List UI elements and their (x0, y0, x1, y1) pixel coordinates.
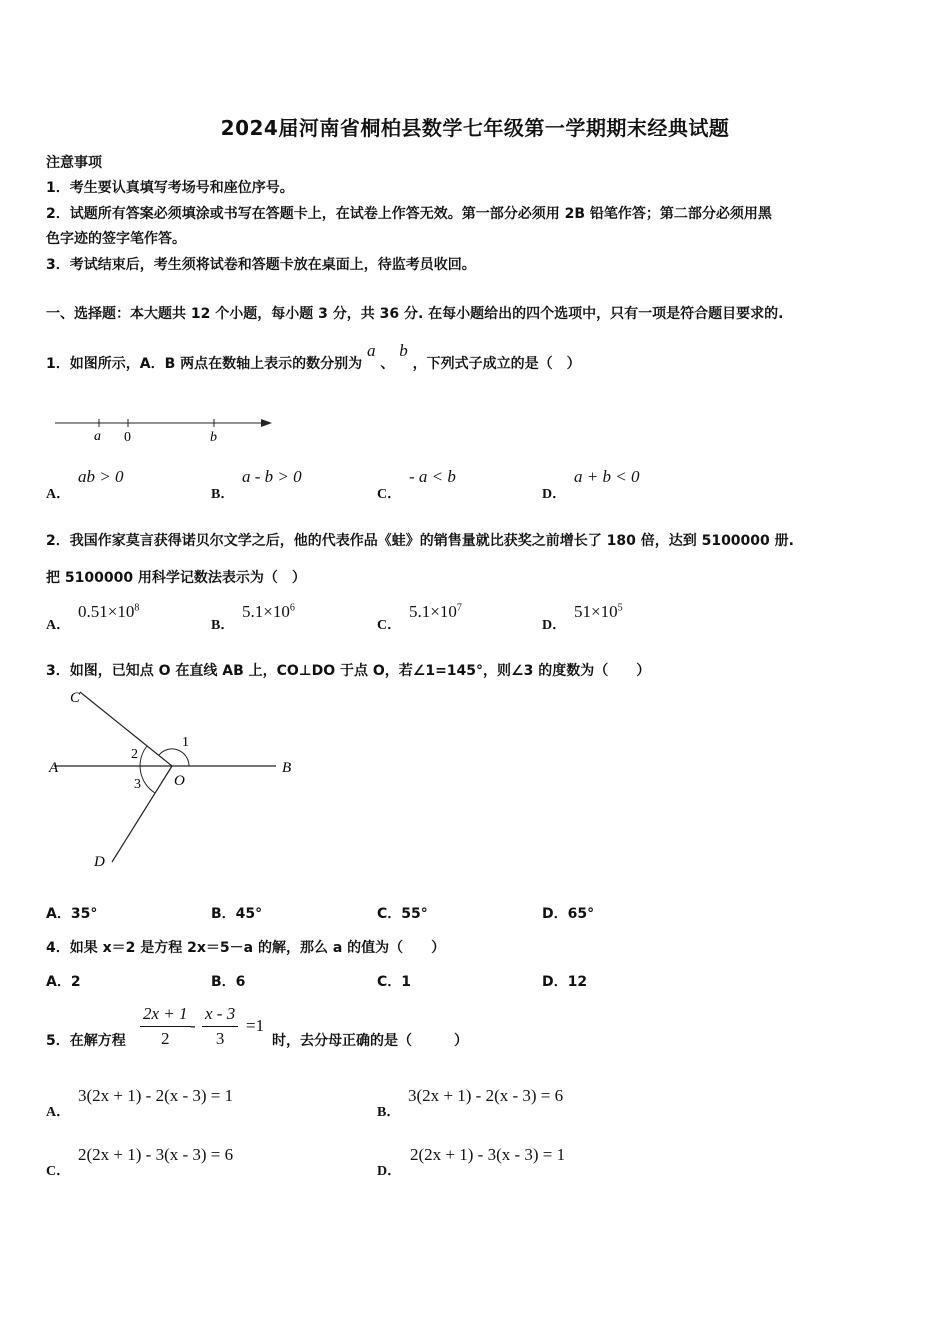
q3-label-d: D (94, 854, 105, 870)
q4-option-b-label: B． (211, 974, 236, 990)
q2-option-b-exp: 6 (289, 602, 295, 614)
q2-stem-line2: 把 5100000 用科学记数法表示为（ ） (46, 570, 306, 586)
q1-option-c-expr: - a < b (409, 467, 456, 486)
q3-option-b-value: 45° (235, 906, 263, 922)
notice-item-3: 3．考试结束后，考生须将试卷和答题卡放在桌面上，待监考员收回。 (46, 257, 476, 273)
q3-ray-od (112, 766, 172, 862)
q1-option-d-label: D． (542, 487, 567, 502)
q1-var-a: a (367, 341, 376, 360)
q2-option-c-expr (409, 602, 462, 622)
q3-angle-23-arc (140, 746, 155, 793)
q3-option-c-label: C． (377, 906, 402, 922)
q4-option-d-label: D． (542, 974, 568, 990)
q2-option-d-label: D． (542, 618, 567, 633)
q2-option-d-expr (574, 602, 623, 622)
q3-angle-1-arc (159, 749, 189, 766)
q1-stem (46, 341, 581, 373)
q3-label-3: 3 (134, 777, 141, 792)
q3-label-c: C (70, 690, 81, 706)
q3-label-b: B (282, 760, 292, 776)
q3-ray-oc (80, 692, 172, 766)
q1-label-a: a (94, 429, 101, 444)
q2-option-b-expr (242, 602, 295, 622)
q5-option-c-expr: 2(2x + 1) - 3(x - 3) = 6 (78, 1145, 234, 1164)
q5-option-b-label: B． (377, 1105, 401, 1120)
q5-option-b-expr: 3(2x + 1) - 2(x - 3) = 6 (408, 1086, 564, 1105)
q2-option-c-label: C． (377, 618, 402, 633)
q4-stem: 4．如果 x＝2 是方程 2x＝5－a 的解，那么 a 的值为（ ） (46, 940, 446, 956)
q1-label-b: b (210, 430, 217, 445)
q3-stem: 3．如图，已知点 O 在直线 AB 上，CO⊥DO 于点 O，若∠1=145°，则∠3 的度数为（ ） (46, 663, 651, 679)
q4-option-a-label: A． (46, 974, 71, 990)
q1-option-c-label: C． (377, 487, 402, 502)
q4-option-b (211, 971, 245, 991)
q2-option-a-exp: 8 (134, 602, 140, 614)
q2-option-b-base: 5.1×10 (242, 602, 290, 621)
q3-label-a: A (49, 760, 59, 776)
q5-stem-part2: 时，去分母正确的是（ ） (272, 1033, 468, 1049)
q2-option-d-exp: 5 (617, 602, 623, 614)
q5-option-c-label: C． (46, 1164, 71, 1179)
q2-option-d-base: 51×10 (574, 602, 618, 621)
q3-option-a (46, 903, 97, 923)
q5-frac2-numerator: x - 3 (202, 1004, 238, 1027)
q3-figure (44, 684, 304, 874)
q4-option-c-label: C． (377, 974, 402, 990)
q5-option-d-expr: 2(2x + 1) - 3(x - 3) = 1 (410, 1145, 566, 1164)
q4-option-c (377, 971, 411, 991)
q5-equals: =1 (246, 1016, 265, 1035)
q4-option-c-value: 1 (401, 974, 412, 990)
q1-var-b: b (399, 341, 408, 360)
q4-option-d (542, 971, 587, 991)
q1-separator: 、 (380, 356, 395, 372)
q3-option-b-label: B． (211, 906, 236, 922)
q5-fraction-2 (202, 1004, 238, 1049)
notice-heading: 注意事项 (46, 155, 102, 171)
q3-option-d-label: D． (542, 906, 568, 922)
q5-frac1-numerator: 2x + 1 (140, 1004, 191, 1027)
q2-option-a-base: 0.51×10 (78, 602, 135, 621)
notice-item-1: 1．考生要认真填写考场号和座位序号。 (46, 180, 294, 196)
q3-option-a-value: 35° (70, 906, 98, 922)
section-1-heading: 一、选择题：本大题共 12 个小题，每小题 3 分，共 36 分. 在每小题给出的四个选项中，只有一项是符合题目要求的. (46, 306, 784, 322)
q3-option-a-label: A． (46, 906, 71, 922)
q2-option-c-base: 5.1×10 (409, 602, 457, 621)
q2-option-b-label: B． (211, 618, 235, 633)
q5-fraction-1 (140, 1004, 191, 1049)
q1-option-a-expr: ab > 0 (78, 467, 124, 486)
q2-option-a-expr (78, 602, 139, 622)
q3-option-c-value: 55° (401, 906, 428, 922)
page-title: 2024届河南省桐柏县数学七年级第一学期期末经典试题 (220, 116, 730, 140)
q1-option-d-expr: a + b < 0 (574, 467, 640, 486)
q5-frac2-denominator: 3 (215, 1029, 225, 1048)
q4-option-a-value: 2 (70, 974, 81, 990)
q1-option-b-expr: a - b > 0 (242, 467, 302, 486)
q2-option-a-label: A． (46, 618, 71, 633)
q3-label-o: O (174, 773, 185, 789)
q1-axis-arrow (261, 419, 272, 427)
q1-stem-part2: ，下列式子成立的是（ ） (412, 356, 581, 372)
q1-label-zero: 0 (124, 430, 131, 445)
q4-option-a (46, 971, 81, 991)
q4-option-b-value: 6 (235, 974, 246, 990)
q2-option-c-exp: 7 (456, 602, 462, 614)
q3-option-c (377, 903, 428, 923)
q3-option-d-value: 65° (567, 906, 595, 922)
q2-stem-line1: 2．我国作家莫言获得诺贝尔文学之后，他的代表作品《蛙》的销售量就比获奖之前增长了 180 倍，达到 5100000 册. (46, 533, 794, 549)
notice-item-2-cont: 色字迹的签字笔作答。 (46, 231, 186, 247)
q5-frac1-denominator: 2 (161, 1029, 170, 1048)
q5-stem-part1: 5．在解方程 (46, 1033, 126, 1049)
q4-option-d-value: 12 (567, 974, 588, 990)
q1-option-b-label: B． (211, 487, 235, 502)
q1-stem-part1: 1．如图所示，A．B 两点在数轴上表示的数分别为 (46, 356, 363, 372)
q3-option-d (542, 903, 594, 923)
q3-label-1: 1 (182, 735, 189, 750)
notice-item-2: 2．试题所有答案必须填涂或书写在答题卡上，在试卷上作答无效。第一部分必须用 2B 铅笔作答；第二部分必须用黑 (46, 206, 772, 222)
q5-option-a-label: A． (46, 1105, 71, 1120)
q1-option-a-label: A． (46, 487, 71, 502)
q5-option-a-expr: 3(2x + 1) - 2(x - 3) = 1 (78, 1086, 234, 1105)
q5-option-d-label: D． (377, 1164, 402, 1179)
q5-minus: - (190, 1016, 196, 1035)
q3-option-b (211, 903, 262, 923)
q3-label-2: 2 (131, 747, 138, 762)
q1-number-line (50, 410, 280, 450)
